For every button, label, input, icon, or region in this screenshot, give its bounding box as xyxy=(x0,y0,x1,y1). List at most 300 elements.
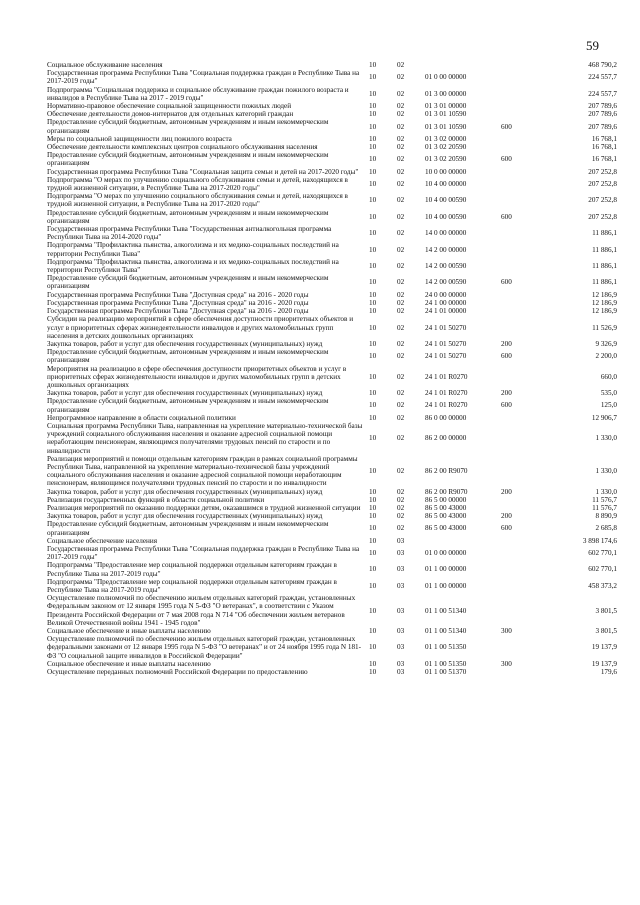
row-name: Закупка товаров, работ и услуг для обеспечения государственных (муниципальных) нужд xyxy=(47,512,323,521)
row-target-article: 10 4 00 00000 xyxy=(425,179,467,188)
row-amount: 535,0 xyxy=(600,389,617,398)
row-amount: 12 186,9 xyxy=(591,290,617,299)
row-section: 10 xyxy=(369,61,377,69)
row-name: Государственная программа Республики Тыва "Государственная антиалкогольная программа Республики Тыва на 2014-2020 годы" xyxy=(47,225,332,242)
row-expense-type xyxy=(501,110,531,118)
row-expense-type: 300 xyxy=(501,627,512,636)
row-target-article: 86 2 00 R9070 xyxy=(425,467,468,476)
row-section: 10 xyxy=(369,196,377,205)
row-amount: 12 186,9 xyxy=(591,307,617,316)
row-amount: 207 789,6 xyxy=(588,110,617,119)
row-target-article: 01 1 00 00000 xyxy=(425,581,467,590)
row-target-article: 14 0 00 00000 xyxy=(425,229,467,238)
row-name: Социальное обслуживание населения xyxy=(47,61,163,69)
row-expense-type: 200 xyxy=(501,339,512,348)
row-subsection: 02 xyxy=(397,196,405,205)
table-row xyxy=(47,118,617,134)
row-expense-type xyxy=(501,135,531,143)
row-section: 10 xyxy=(369,307,377,316)
row-section: 10 xyxy=(369,487,377,496)
row-target-article: 24 1 01 50270 xyxy=(425,352,467,361)
row-subsection: 02 xyxy=(397,143,405,152)
row-name: Государственная программа Республики Тыва "Доступная среда" на 2016 - 2020 годы xyxy=(47,298,309,307)
row-target-article: 24 1 01 00000 xyxy=(425,307,467,316)
row-section: 10 xyxy=(369,155,377,164)
row-target-article: 10 4 00 00590 xyxy=(425,212,467,221)
row-expense-type xyxy=(501,102,531,110)
table-row xyxy=(47,545,617,561)
row-section: 10 xyxy=(369,278,377,287)
row-subsection: 02 xyxy=(397,487,405,496)
row-amount: 16 768,1 xyxy=(591,134,617,143)
row-amount: 224 557,7 xyxy=(588,89,617,98)
table-row xyxy=(47,365,617,390)
row-amount: 660,0 xyxy=(600,372,617,381)
table-row xyxy=(47,315,617,340)
row-target-article: 14 2 00 00590 xyxy=(425,278,467,287)
row-name: Предоставление субсидий бюджетным, автономным учреждениям и иным некоммерческим организациям xyxy=(47,397,329,414)
row-name: Закупка товаров, работ и услуг для обеспечения государственных (муниципальных) нужд xyxy=(47,389,323,398)
row-target-article: 01 1 00 51350 xyxy=(425,643,467,652)
table-body xyxy=(47,61,617,676)
table-row xyxy=(47,594,617,627)
row-subsection: 02 xyxy=(397,89,405,98)
row-subsection: 02 xyxy=(397,155,405,164)
row-name: Подпрограмма "Предоставление мер социальной поддержки отдельным категориям граждан в Республике Тыва на 2017-2019 годы" xyxy=(47,561,337,578)
row-name: Субсидии на реализацию мероприятий в сфере обеспечения доступности приоритетных объектов и услуг в приоритетных сферах жизнедеятельности инвалидов и других маломобильных групп населения в детских дошкольных организациях xyxy=(47,315,354,340)
row-section: 10 xyxy=(369,179,377,188)
row-subsection: 03 xyxy=(397,659,405,668)
row-subsection: 03 xyxy=(397,606,405,615)
row-expense-type xyxy=(501,578,531,594)
row-target-article: 24 1 01 R0270 xyxy=(425,372,468,381)
row-name: Мероприятия на реализацию в сфере обеспечения доступности приоритетных объектов и услуг в приоритетных сферах жизнедеятельности инвалидов и других маломобильных групп в детских дошкольных организациях xyxy=(47,364,347,389)
row-section: 10 xyxy=(369,298,377,307)
row-section: 10 xyxy=(369,122,377,131)
row-amount: 224 557,7 xyxy=(588,73,617,82)
row-subsection: 02 xyxy=(397,122,405,131)
row-subsection: 02 xyxy=(397,134,405,143)
row-name: Реализация мероприятий по оказанию поддержки детям, оказавшимся в трудной жизненной ситуации xyxy=(47,503,361,512)
row-name: Государственная программа Республики Тыва "Доступная среда" на 2016 - 2020 годы xyxy=(47,307,309,316)
row-expense-type: 600 xyxy=(501,212,512,221)
row-target-article: 01 1 00 51370 xyxy=(425,668,467,677)
row-expense-type xyxy=(501,299,531,307)
row-section: 10 xyxy=(369,536,377,545)
row-amount: 3 801,5 xyxy=(595,627,617,636)
row-amount: 1 330,0 xyxy=(595,467,617,476)
table-row xyxy=(47,291,617,299)
row-name: Предоставление субсидий бюджетным, автономным учреждениям и иным некоммерческим организациям xyxy=(47,151,329,168)
row-subsection: 02 xyxy=(397,179,405,188)
row-expense-type xyxy=(501,192,531,208)
row-name: Социальное обеспечение и иные выплаты населению xyxy=(47,659,211,668)
row-name: Подпрограмма "О мерах по улучшению социального обслуживания семьи и детей, находящихся в трудной жизненной ситуации, в Республике Тыва на 2017-2020 годы" xyxy=(47,175,348,193)
row-section: 10 xyxy=(369,110,377,119)
row-section: 10 xyxy=(369,413,377,422)
row-target-article: 24 1 01 50270 xyxy=(425,323,467,332)
row-name: Меры по социальной защищенности лиц пожилого возраста xyxy=(47,134,232,143)
row-subsection: 02 xyxy=(397,495,405,504)
row-name: Государственная программа Республики Тыва "Социальная поддержка граждан в Республике Тыва на 2017-2019 годы" xyxy=(47,544,360,562)
row-subsection: 03 xyxy=(397,627,405,636)
row-name: Обеспечение деятельности комплексных центров социального обслуживания населения xyxy=(47,143,318,152)
row-subsection: 02 xyxy=(397,503,405,512)
row-amount: 11 886,1 xyxy=(592,261,617,270)
row-section: 10 xyxy=(369,668,377,677)
row-amount: 207 252,8 xyxy=(588,167,617,176)
row-amount: 207 252,8 xyxy=(588,212,617,221)
row-section: 10 xyxy=(369,352,377,361)
row-section: 10 xyxy=(369,229,377,238)
row-target-article: 01 3 02 20590 xyxy=(425,143,467,152)
row-expense-type xyxy=(501,561,531,577)
row-section: 10 xyxy=(369,643,377,652)
row-target-article: 86 2 00 R9070 xyxy=(425,487,468,496)
table-row xyxy=(47,225,617,241)
table-row xyxy=(47,192,617,208)
row-expense-type xyxy=(501,291,531,299)
row-expense-type xyxy=(501,537,531,545)
row-section: 10 xyxy=(369,503,377,512)
row-name: Предоставление субсидий бюджетным, автономным учреждениям и иным некоммерческим организациям xyxy=(47,520,329,537)
table-row xyxy=(47,635,617,660)
row-section: 10 xyxy=(369,372,377,381)
row-amount: 19 137,9 xyxy=(591,643,617,652)
row-expense-type xyxy=(501,143,531,151)
row-amount: 12 186,9 xyxy=(591,298,617,307)
row-name: Предоставление субсидий бюджетным, автономным учреждениям и иным некоммерческим организациям xyxy=(47,348,329,365)
table-row xyxy=(47,102,617,110)
row-name: Закупка товаров, работ и услуг для обеспечения государственных (муниципальных) нужд xyxy=(47,339,323,348)
row-name: Осуществление полномочий по обеспечению жильем отдельных категорий граждан, установленных федеральными законами от 12 января 1995 года N 5-ФЗ "О ветеранах" и от 24 ноября 1995 года N 181-ФЗ "О социальной защите инвалидов в Российской Федерации" xyxy=(47,635,362,660)
row-amount: 468 790,2 xyxy=(588,61,617,69)
row-name: Социальная программа Республики Тыва, направленная на укрепление материально-технической базы учреждений социального обслуживания населения и оказание адресной социальной помощи неработающим пенсионерам, являющимся получателями трудовых пенсий по старости и по инвалидности xyxy=(47,421,363,455)
table-row xyxy=(47,537,617,545)
table-row xyxy=(47,389,617,397)
row-expense-type xyxy=(501,365,531,390)
row-section: 10 xyxy=(369,102,377,111)
row-name: Подпрограмма "О мерах по улучшению социального обслуживания семьи и детей, находящихся в трудной жизненной ситуации, в Республике Тыва на 2017-2020 годы" xyxy=(47,192,348,209)
row-name: Осуществление полномочий по обеспечению жильем отдельных категорий граждан, установленных Федеральным законом от 12 января 1995 года N 5-ФЗ "О ветеранах", в соответствии с Указом Президента Российской Федерации от 7 мая 2008 года N 714 "Об обеспечении жильем ветеранов Великой Отечественной войны 1941 - 1945 годов" xyxy=(47,594,356,627)
table-row xyxy=(47,512,617,520)
row-expense-type xyxy=(501,414,531,422)
row-subsection: 02 xyxy=(397,229,405,238)
row-target-article: 24 0 00 00000 xyxy=(425,290,467,299)
row-section: 10 xyxy=(369,389,377,398)
row-section: 10 xyxy=(369,581,377,590)
table-row xyxy=(47,496,617,504)
row-amount: 12 906,7 xyxy=(591,413,617,422)
row-target-article: 10 0 00 00000 xyxy=(425,167,467,176)
row-amount: 19 137,9 xyxy=(591,659,617,668)
row-name: Социальное обеспечение и иные выплаты населению xyxy=(47,627,211,636)
table-row xyxy=(47,274,617,290)
table-row xyxy=(47,455,617,488)
row-expense-type xyxy=(501,307,531,315)
table-row xyxy=(47,520,617,536)
row-expense-type xyxy=(501,668,531,676)
table-row xyxy=(47,504,617,512)
row-name: Предоставление субсидий бюджетным, автономным учреждениям и иным некоммерческим организациям xyxy=(47,118,329,135)
row-target-article: 01 0 00 00000 xyxy=(425,73,467,82)
row-subsection: 02 xyxy=(397,245,405,254)
table-row xyxy=(47,151,617,167)
row-name: Государственная программа Республики Тыва "Социальная защита семьи и детей на 2017-2020 годы" xyxy=(47,167,359,176)
row-subsection: 03 xyxy=(397,549,405,558)
row-target-article: 86 0 00 00000 xyxy=(425,413,467,422)
row-section: 10 xyxy=(369,467,377,476)
row-subsection: 02 xyxy=(397,102,405,111)
row-subsection: 02 xyxy=(397,512,405,521)
table-row xyxy=(47,86,617,102)
row-expense-type xyxy=(501,455,531,488)
row-expense-type xyxy=(501,241,531,257)
row-name: Обеспечение деятельности домов-интернатов для отдельных категорий граждан xyxy=(47,110,294,119)
row-amount: 2 200,0 xyxy=(595,352,617,361)
row-section: 10 xyxy=(369,143,377,152)
table-row xyxy=(47,627,617,635)
row-subsection: 03 xyxy=(397,581,405,590)
row-expense-type: 200 xyxy=(501,512,512,521)
row-amount: 16 768,1 xyxy=(591,143,617,152)
row-amount: 125,0 xyxy=(600,401,617,410)
row-expense-type xyxy=(501,594,531,627)
row-expense-type xyxy=(501,61,531,69)
row-subsection: 02 xyxy=(397,401,405,410)
row-target-article: 01 1 00 00000 xyxy=(425,565,467,574)
row-target-article: 01 3 00 00000 xyxy=(425,89,467,98)
table-row xyxy=(47,209,617,225)
row-target-article xyxy=(425,537,501,545)
row-amount: 3 898 174,6 xyxy=(582,536,617,545)
row-amount: 8 890,9 xyxy=(595,512,617,521)
row-subsection: 02 xyxy=(397,434,405,443)
row-subsection: 02 xyxy=(397,110,405,119)
row-amount: 11 886,1 xyxy=(592,245,617,254)
row-amount: 458 373,2 xyxy=(588,581,617,590)
row-expense-type: 300 xyxy=(501,659,512,668)
row-amount: 2 685,8 xyxy=(595,524,617,533)
row-amount: 11 576,7 xyxy=(592,503,617,512)
row-target-article: 10 4 00 00590 xyxy=(425,196,467,205)
row-subsection: 03 xyxy=(397,643,405,652)
row-section: 10 xyxy=(369,627,377,636)
row-section: 10 xyxy=(369,659,377,668)
row-subsection: 03 xyxy=(397,668,405,677)
row-section: 10 xyxy=(369,245,377,254)
row-amount: 1 330,0 xyxy=(595,487,617,496)
table-row xyxy=(47,414,617,422)
row-expense-type: 600 xyxy=(501,278,512,287)
row-expense-type xyxy=(501,635,531,660)
row-section: 10 xyxy=(369,524,377,533)
row-subsection: 02 xyxy=(397,352,405,361)
row-subsection: 02 xyxy=(397,524,405,533)
row-section: 10 xyxy=(369,167,377,176)
row-subsection: 02 xyxy=(397,372,405,381)
row-subsection: 02 xyxy=(397,413,405,422)
row-expense-type: 600 xyxy=(501,155,512,164)
table-row xyxy=(47,397,617,413)
row-name: Подпрограмма "Профилактика пьянства, алкоголизма и их медико-социальных последствий на территории Республики Тыва" xyxy=(47,257,339,275)
row-name: Социальное обеспечение населения xyxy=(47,536,158,545)
row-amount: 9 326,9 xyxy=(595,339,617,348)
row-name: Реализация мероприятий и помощи отдельным категориям граждан в рамках социальной программы Республики Тыва, направленной на укрепление материально-технической базы учреждений социального обслуживания населения и оказание адресной социальной помощи неработающим пенсионерам, являющимся получателями трудовых пенсий по старости и по инвалидности xyxy=(47,454,358,488)
row-section: 10 xyxy=(369,212,377,221)
row-name: Реализация государственных функций в области социальной политики xyxy=(47,495,265,504)
table-row xyxy=(47,488,617,496)
table-row xyxy=(47,135,617,143)
row-amount: 11 576,7 xyxy=(592,495,617,504)
row-target-article: 24 1 00 00000 xyxy=(425,298,467,307)
row-target-article: 14 2 00 00590 xyxy=(425,261,467,270)
row-subsection: 03 xyxy=(397,536,405,545)
row-expense-type: 600 xyxy=(501,401,512,410)
row-amount: 207 252,8 xyxy=(588,196,617,205)
row-target-article: 01 1 00 51340 xyxy=(425,627,467,636)
row-amount: 602 770,1 xyxy=(588,565,617,574)
row-amount: 11 886,1 xyxy=(592,278,617,287)
row-target-article: 01 3 01 10590 xyxy=(425,110,467,119)
row-name: Государственная программа Республики Тыва "Социальная поддержка граждан в Республике Тыва на 2017-2019 годы" xyxy=(47,69,360,86)
row-expense-type xyxy=(501,168,531,176)
row-subsection: 02 xyxy=(397,389,405,398)
row-subsection: 03 xyxy=(397,565,405,574)
row-name: Закупка товаров, работ и услуг для обеспечения государственных (муниципальных) нужд xyxy=(47,487,323,496)
row-amount: 11 886,1 xyxy=(592,229,617,238)
row-target-article: 24 1 01 50270 xyxy=(425,339,467,348)
row-target-article xyxy=(425,61,501,69)
table-row xyxy=(47,69,617,85)
row-subsection: 02 xyxy=(397,73,405,82)
row-name: Предоставление субсидий бюджетным, автономным учреждениям и иным некоммерческим организациям xyxy=(47,208,329,225)
row-target-article: 01 1 00 51340 xyxy=(425,606,467,615)
row-section: 10 xyxy=(369,89,377,98)
row-target-article: 86 5 00 43000 xyxy=(425,524,467,533)
row-target-article: 86 5 00 43000 xyxy=(425,503,467,512)
row-amount: 1 330,0 xyxy=(595,434,617,443)
row-amount: 11 526,9 xyxy=(592,323,617,332)
table-row xyxy=(47,348,617,364)
table-row xyxy=(47,176,617,192)
row-name: Подпрограмма "Социальная поддержка и социальное обслуживание граждан пожилого возраста и инвалидов в Республике Тыва на 2017 - 2019 годы" xyxy=(47,85,349,102)
table-row xyxy=(47,340,617,348)
row-expense-type: 600 xyxy=(501,122,512,131)
row-amount: 207 789,6 xyxy=(588,122,617,131)
row-expense-type xyxy=(501,504,531,512)
row-expense-type xyxy=(501,422,531,455)
row-section: 10 xyxy=(369,401,377,410)
row-target-article: 01 0 00 00000 xyxy=(425,549,467,558)
row-amount: 207 789,6 xyxy=(588,102,617,111)
row-amount: 16 768,1 xyxy=(591,155,617,164)
row-expense-type xyxy=(501,258,531,274)
table-row xyxy=(47,61,617,69)
row-section: 10 xyxy=(369,339,377,348)
row-target-article: 86 5 00 43000 xyxy=(425,512,467,521)
row-name: Предоставление субсидий бюджетным, автономным учреждениям и иным некоммерческим организациям xyxy=(47,274,329,291)
row-target-article: 86 5 00 00000 xyxy=(425,495,467,504)
row-section: 10 xyxy=(369,290,377,299)
row-name: Подпрограмма "Профилактика пьянства, алкоголизма и их медико-социальных последствий на территории Республики Тыва" xyxy=(47,241,339,258)
row-subsection: 02 xyxy=(397,298,405,307)
row-section: 10 xyxy=(369,512,377,521)
row-name: Государственная программа Республики Тыва "Доступная среда" на 2016 - 2020 годы xyxy=(47,290,309,299)
row-section: 10 xyxy=(369,261,377,270)
row-target-article: 01 3 02 20590 xyxy=(425,155,467,164)
row-expense-type: 200 xyxy=(501,389,512,398)
row-name: Нормативно-правовое обеспечение социальной защищенности пожилых людей xyxy=(47,102,292,111)
row-expense-type xyxy=(501,496,531,504)
row-subsection: 02 xyxy=(397,278,405,287)
row-name: Непрограммное направление в области социальной политики xyxy=(47,413,236,422)
row-expense-type xyxy=(501,176,531,192)
page-number: 59 xyxy=(586,38,599,53)
table-row xyxy=(47,561,617,577)
row-target-article: 86 2 00 00000 xyxy=(425,434,467,443)
row-expense-type xyxy=(501,315,531,340)
row-section: 10 xyxy=(369,434,377,443)
row-subsection: 02 xyxy=(397,339,405,348)
row-name: Осуществление переданных полномочий Российской Федерации по предоставлению xyxy=(47,668,308,677)
table-row xyxy=(47,168,617,176)
budget-table xyxy=(47,61,617,676)
row-expense-type: 600 xyxy=(501,352,512,361)
row-section: 10 xyxy=(369,134,377,143)
row-section: 10 xyxy=(369,495,377,504)
row-subsection: 02 xyxy=(397,212,405,221)
row-section: 10 xyxy=(369,73,377,82)
row-expense-type: 200 xyxy=(501,487,512,496)
row-expense-type: 600 xyxy=(501,524,512,533)
row-target-article: 24 1 01 R0270 xyxy=(425,389,468,398)
row-section: 10 xyxy=(369,323,377,332)
row-subsection: 02 xyxy=(397,307,405,316)
table-row xyxy=(47,668,617,676)
table-row xyxy=(47,307,617,315)
row-subsection: 02 xyxy=(397,261,405,270)
row-section: 10 xyxy=(369,549,377,558)
row-amount: 3 801,5 xyxy=(595,606,617,615)
table-row xyxy=(47,299,617,307)
row-subsection: 02 xyxy=(397,290,405,299)
row-expense-type xyxy=(501,545,531,561)
row-subsection: 02 xyxy=(397,323,405,332)
row-expense-type xyxy=(501,86,531,102)
row-target-article: 01 3 02 00000 xyxy=(425,134,467,143)
table-row xyxy=(47,110,617,118)
row-name: Подпрограмма "Предоставление мер социальной поддержки отдельным категориям граждан в Республике Тыва на 2017-2019 годы" xyxy=(47,577,337,594)
table-row xyxy=(47,422,617,455)
table-row xyxy=(47,143,617,151)
row-subsection: 02 xyxy=(397,167,405,176)
row-section: 10 xyxy=(369,606,377,615)
table-row xyxy=(47,660,617,668)
row-target-article: 14 2 00 00000 xyxy=(425,245,467,254)
row-expense-type xyxy=(501,225,531,241)
row-subsection: 02 xyxy=(397,467,405,476)
row-section: 10 xyxy=(369,565,377,574)
row-target-article: 01 3 01 00000 xyxy=(425,102,467,111)
table-row xyxy=(47,241,617,257)
row-target-article: 01 1 00 51350 xyxy=(425,659,467,668)
table-row xyxy=(47,258,617,274)
row-amount: 207 252,8 xyxy=(588,179,617,188)
row-target-article: 24 1 01 R0270 xyxy=(425,401,468,410)
table-row xyxy=(47,578,617,594)
row-target-article: 01 3 01 10590 xyxy=(425,122,467,131)
